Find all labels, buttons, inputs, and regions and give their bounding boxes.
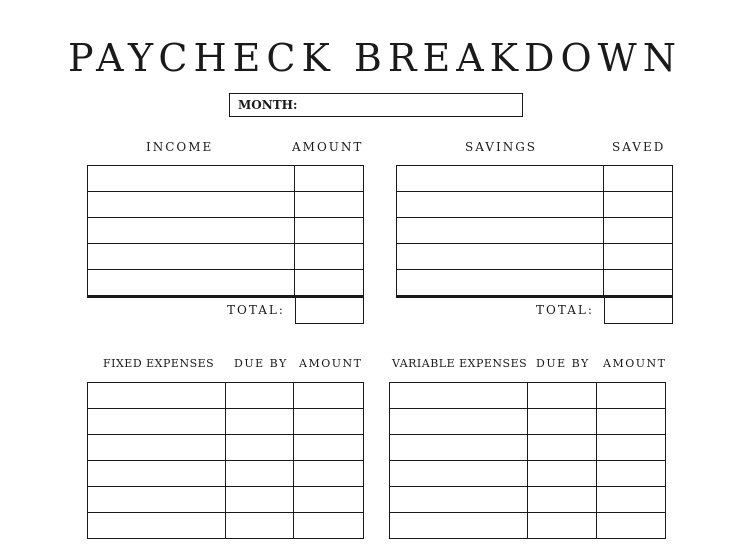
amount-cell[interactable]: [597, 487, 666, 513]
saved-cell[interactable]: [604, 166, 673, 192]
due-by-cell[interactable]: [528, 513, 597, 539]
amount-cell[interactable]: [294, 409, 364, 435]
table-row: [397, 192, 673, 218]
savings-saved-header: SAVED: [612, 140, 666, 154]
amount-cell[interactable]: [295, 218, 364, 244]
table-row: [88, 513, 364, 539]
amount-cell[interactable]: [294, 435, 364, 461]
income-cell[interactable]: [88, 166, 295, 192]
due-by-cell[interactable]: [225, 513, 294, 539]
fixed-due-by-header: DUE BY: [234, 357, 288, 370]
month-label: MONTH:: [238, 98, 298, 112]
table-row: [88, 192, 364, 218]
due-by-cell[interactable]: [528, 461, 597, 487]
expense-cell[interactable]: [88, 435, 226, 461]
table-row: [390, 513, 666, 539]
table-row: [397, 270, 673, 296]
table-row: [397, 218, 673, 244]
income-cell[interactable]: [88, 270, 295, 296]
table-row: [390, 435, 666, 461]
income-amount-header: AMOUNT: [292, 140, 364, 154]
table-row: [88, 244, 364, 270]
savings-total-label: TOTAL:: [536, 303, 594, 317]
expense-cell[interactable]: [390, 513, 528, 539]
due-by-cell[interactable]: [528, 409, 597, 435]
variable-due-by-header: DUE BY: [536, 357, 590, 370]
saved-cell[interactable]: [604, 192, 673, 218]
due-by-cell[interactable]: [225, 409, 294, 435]
table-row: [88, 461, 364, 487]
table-row: [390, 487, 666, 513]
income-total-field[interactable]: [295, 297, 364, 324]
due-by-cell[interactable]: [225, 435, 294, 461]
table-row: [397, 244, 673, 270]
due-by-cell[interactable]: [528, 383, 597, 409]
fixed-expenses-header: FIXED EXPENSES: [103, 357, 215, 370]
expense-cell[interactable]: [390, 435, 528, 461]
due-by-cell[interactable]: [528, 487, 597, 513]
income-cell[interactable]: [88, 244, 295, 270]
saved-cell[interactable]: [604, 270, 673, 296]
amount-cell[interactable]: [597, 383, 666, 409]
amount-cell[interactable]: [294, 461, 364, 487]
expense-cell[interactable]: [88, 513, 226, 539]
table-row: [88, 435, 364, 461]
amount-cell[interactable]: [597, 409, 666, 435]
amount-cell[interactable]: [294, 487, 364, 513]
fixed-amount-header: AMOUNT: [299, 357, 363, 370]
expense-cell[interactable]: [390, 487, 528, 513]
amount-cell[interactable]: [295, 244, 364, 270]
table-row: [88, 409, 364, 435]
month-field[interactable]: [229, 93, 523, 117]
savings-cell[interactable]: [397, 244, 604, 270]
amount-cell[interactable]: [294, 513, 364, 539]
table-row: [88, 383, 364, 409]
due-by-cell[interactable]: [528, 435, 597, 461]
amount-cell[interactable]: [597, 435, 666, 461]
savings-cell[interactable]: [397, 166, 604, 192]
income-cell[interactable]: [88, 192, 295, 218]
table-row: [390, 409, 666, 435]
due-by-cell[interactable]: [225, 383, 294, 409]
table-row: [88, 218, 364, 244]
expense-cell[interactable]: [88, 383, 226, 409]
expense-cell[interactable]: [390, 409, 528, 435]
income-total-label: TOTAL:: [227, 303, 285, 317]
table-row: [88, 487, 364, 513]
saved-cell[interactable]: [604, 218, 673, 244]
variable-amount-header: AMOUNT: [603, 357, 667, 370]
table-row: [390, 383, 666, 409]
savings-header: SAVINGS: [465, 140, 538, 154]
expense-cell[interactable]: [88, 461, 226, 487]
savings-cell[interactable]: [397, 270, 604, 296]
income-header: INCOME: [146, 140, 214, 154]
amount-cell[interactable]: [597, 461, 666, 487]
expense-cell[interactable]: [390, 461, 528, 487]
table-row: [390, 461, 666, 487]
amount-cell[interactable]: [295, 166, 364, 192]
amount-cell[interactable]: [295, 270, 364, 296]
saved-cell[interactable]: [604, 244, 673, 270]
savings-table: [396, 165, 673, 296]
income-cell[interactable]: [88, 218, 295, 244]
savings-cell[interactable]: [397, 192, 604, 218]
expense-cell[interactable]: [88, 487, 226, 513]
fixed-expenses-table: [87, 382, 364, 539]
expense-cell[interactable]: [390, 383, 528, 409]
table-row: [397, 166, 673, 192]
amount-cell[interactable]: [295, 192, 364, 218]
due-by-cell[interactable]: [225, 487, 294, 513]
table-row: [88, 270, 364, 296]
page-title: PAYCHECK BREAKDOWN: [68, 36, 682, 80]
savings-total-field[interactable]: [604, 297, 673, 324]
expense-cell[interactable]: [88, 409, 226, 435]
due-by-cell[interactable]: [225, 461, 294, 487]
variable-expenses-table: [389, 382, 666, 539]
income-table: [87, 165, 364, 296]
amount-cell[interactable]: [597, 513, 666, 539]
savings-cell[interactable]: [397, 218, 604, 244]
table-row: [88, 166, 364, 192]
variable-expenses-header: VARIABLE EXPENSES: [392, 357, 528, 370]
amount-cell[interactable]: [294, 383, 364, 409]
